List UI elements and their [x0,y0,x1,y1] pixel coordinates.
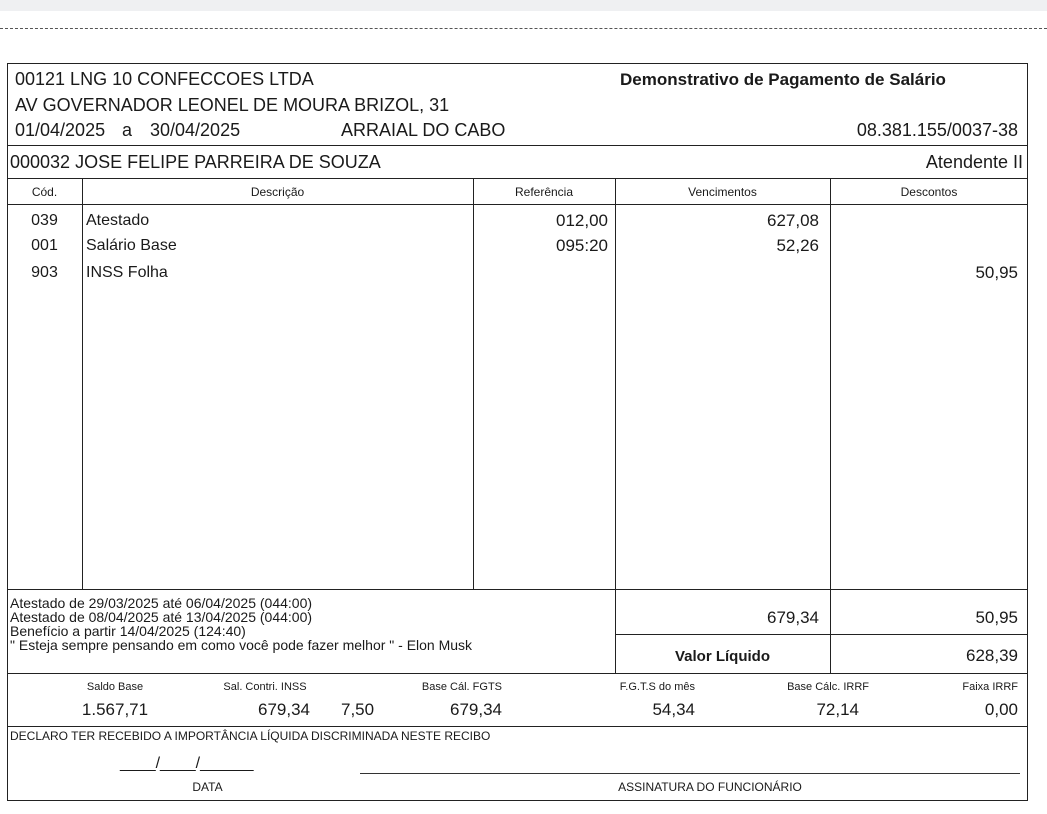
fgts-base-value: 679,34 [450,700,502,719]
row-description: Atestado [86,212,150,229]
note-line: Benefício a partir 14/04/2025 (124:40) [10,623,246,639]
row-code: 903 [31,264,58,281]
column-divider [830,178,831,673]
date-blank: ____/____/______ [120,755,254,772]
total-earnings: 679,34 [767,608,819,627]
note-line: Atestado de 08/04/2025 até 13/04/2025 (044:00) [10,609,313,625]
column-header-earnings: Vencimentos [688,185,757,199]
column-divider [615,178,616,673]
inss-base-label: Sal. Contri. INSS [223,681,307,693]
row-code: 001 [31,237,58,254]
period-separator: a [122,120,133,140]
row-earnings: 52,26 [776,236,819,255]
period-start: 01/04/2025 [15,120,106,140]
note-line: Atestado de 29/03/2025 até 06/04/2025 (044:00) [10,595,313,611]
irrf-band-label: Faixa IRRF [962,681,1018,693]
column-divider [82,178,83,589]
row-description: Salário Base [86,237,177,254]
company-city: ARRAIAL DO CABO [341,120,506,140]
payslip [7,63,1028,801]
irrf-band-value: 0,00 [984,700,1018,719]
row-earnings: 627,08 [767,211,819,230]
irrf-base-value: 72,14 [816,700,859,719]
row-deductions: 50,95 [975,263,1018,282]
divider [615,634,1028,635]
note-line: " Esteja sempre pensando em como você pode fazer melhor " - Elon Musk [10,637,473,653]
inss-base-value: 679,34 [258,700,310,719]
row-description: INSS Folha [86,264,168,281]
divider [7,145,1028,146]
fgts-base-label: Base Cál. FGTS [421,681,502,693]
saldo-base-label: Saldo Base [86,681,144,693]
net-value-label: Valor Líquido [674,648,770,665]
date-label: DATA [192,780,223,794]
fgts-month-label: F.G.T.S do mês [619,681,695,693]
cut-line [0,28,1047,29]
divider [7,673,1028,674]
company-cnpj: 08.381.155/0037-38 [856,120,1018,140]
employee-role: Atendente II [925,152,1023,172]
signature-label: ASSINATURA DO FUNCIONÁRIO [618,780,802,794]
divider [7,204,1028,205]
viewer-top-bar [0,0,1047,11]
column-header-deductions: Descontos [900,185,958,199]
net-value: 628,39 [966,646,1018,665]
column-header-code: Cód. [31,185,58,199]
column-divider [473,178,474,589]
company-address: AV GOVERNADOR LEONEL DE MOURA BRIZOL, 31 [15,95,450,115]
row-code: 039 [31,212,58,229]
divider [7,178,1028,179]
irrf-base-label: Base Cálc. IRRF [787,681,869,693]
company-name: 00121 LNG 10 CONFECCOES LTDA [15,69,314,89]
document-title: Demonstrativo de Pagamento de Salário [620,70,946,89]
divider [7,726,1028,727]
row-reference: 012,00 [556,211,608,230]
employee-name: 000032 JOSE FELIPE PARREIRA DE SOUZA [10,152,381,172]
inss-rate-value: 7,50 [341,700,375,719]
period-end: 30/04/2025 [150,120,241,140]
saldo-base-value: 1.567,71 [81,700,149,719]
fgts-month-value: 54,34 [652,700,695,719]
column-header-reference: Referência [514,185,574,199]
receipt-declaration: DECLARO TER RECEBIDO A IMPORTÂNCIA LÍQUIDA DISCRIMINADA NESTE RECIBO [10,729,491,743]
total-deductions: 50,95 [975,608,1018,627]
row-reference: 095:20 [556,236,608,255]
column-header-description: Descrição [250,185,305,199]
signature-line[interactable] [360,773,1020,774]
divider [7,589,1028,590]
